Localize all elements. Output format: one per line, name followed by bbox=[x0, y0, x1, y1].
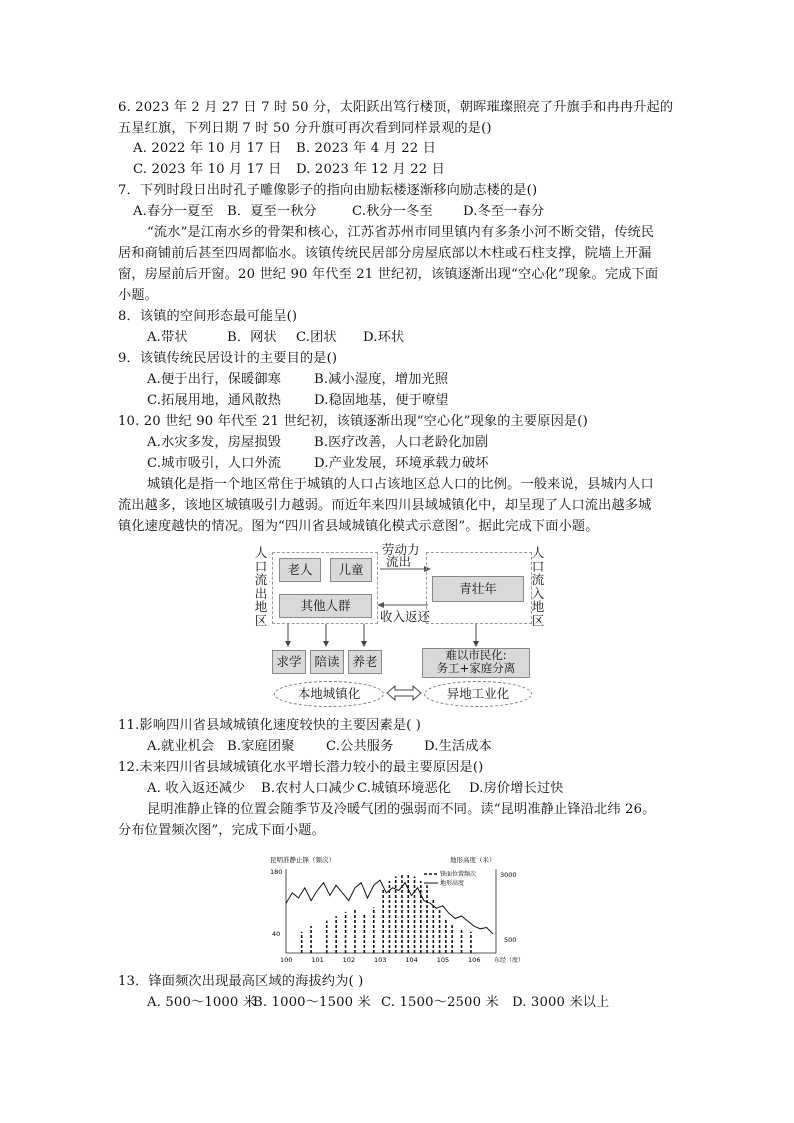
q8-stem: 8．该镇的空间形态最可能呈() bbox=[118, 309, 298, 324]
x-ticks bbox=[280, 956, 480, 964]
q6-stem-line2: 五星红旗，下列日期 7 时 50 分升旗可再次看到同样景观的是() bbox=[118, 121, 492, 136]
legend-freq-label: 锋面位置频次 bbox=[440, 871, 477, 878]
q13-option-a: A. 500～1000 米 bbox=[147, 995, 257, 1010]
q9-option-a: A.便于出行，保暖御寒 bbox=[147, 372, 282, 387]
local-urbanization-ellipse: 本地城镇化 bbox=[274, 681, 384, 707]
q9-stem: 9．该镇传统民居设计的主要目的是() bbox=[118, 351, 338, 366]
q13-option-d: D. 3000 米以上 bbox=[512, 995, 610, 1010]
right-region-label: 人口流入地区 bbox=[531, 545, 545, 628]
double-arrow bbox=[386, 685, 422, 701]
q10-stem: 10. 20 世纪 90 年代至 21 世纪初，该镇逐渐出现“空心化”现象的主要原因是() bbox=[118, 414, 588, 429]
q9-option-b: B.减小湿度，增加光照 bbox=[314, 372, 449, 387]
chart-title-left: 昆明准静止锋（频次） bbox=[270, 856, 335, 864]
x-tick-105: 105 bbox=[436, 956, 450, 964]
q9-option-c: C.拓展用地，通风散热 bbox=[147, 393, 282, 408]
passage2-line3: 镇化速度越快的情况。图为“四川省县域城镇化模式示意图”。据此完成下面小题。 bbox=[118, 519, 599, 534]
youth-box: 青壮年 bbox=[432, 576, 524, 602]
q6-option-d: D. 2023 年 12 月 22 日 bbox=[296, 162, 445, 177]
x-tick-101: 101 bbox=[311, 956, 324, 964]
q10-option-a: A.水灾多发，房屋损毁 bbox=[147, 435, 282, 450]
q6-option-a: A. 2022 年 10 月 17 日 bbox=[133, 141, 282, 156]
passage1-line4: 小题。 bbox=[118, 288, 159, 303]
q11-stem: 11.影响四川省县域城镇化速度较快的主要因素是( ) bbox=[118, 718, 422, 733]
chart-title-right: 地形高度（米） bbox=[450, 856, 496, 864]
citizen-line2: 务工+家庭分离 bbox=[436, 661, 516, 675]
labor-label-1: 劳动力 bbox=[382, 542, 420, 557]
passage3-line1: 昆明准静止锋的位置会随季节及冷暖气团的强弱而不同。读“昆明准静止锋沿北纬 26。 bbox=[147, 802, 656, 817]
y-left-tick-180: 180 bbox=[270, 868, 283, 876]
passage1-line1: “流水”是江南水乡的骨架和核心，江苏省苏州市同里镇内有多条小河不断交错，传统民 bbox=[147, 225, 655, 240]
legend-terrain-label: 地形高度 bbox=[440, 880, 465, 887]
passage1-line2: 居和商铺前后甚至四周都临水。该镇传统民居部分房屋底部以木柱或石柱支撑，院墙上开漏 bbox=[118, 246, 652, 261]
x-tick-104: 104 bbox=[405, 956, 418, 964]
q13-option-c: C. 1500～2500 米 bbox=[381, 995, 499, 1010]
urbanization-diagram bbox=[252, 540, 548, 710]
q10-option-b: B.医疗改善，人口老龄化加剧 bbox=[314, 435, 489, 450]
x-unit-label: 东经（度） bbox=[494, 957, 525, 964]
q7-option-a: A.春分一夏至 bbox=[133, 204, 214, 219]
q12-option-a: A. 收入返还减少 bbox=[147, 781, 246, 796]
others-box: 其他人群 bbox=[279, 594, 372, 618]
child-box: 儿童 bbox=[330, 558, 372, 582]
study-box: 求学 bbox=[272, 650, 306, 674]
q12-option-d: D.房价增长过快 bbox=[469, 781, 564, 796]
labor-label-2: 流出 bbox=[386, 554, 412, 569]
front-frequency-chart bbox=[268, 855, 530, 967]
q7-option-c: C.秋分一冬至 bbox=[352, 204, 433, 219]
y-left-tick-40: 40 bbox=[272, 930, 281, 938]
q10-option-c: C.城市吸引，人口外流 bbox=[147, 456, 282, 471]
q13-option-b: B. 1000～1500 米 bbox=[253, 995, 371, 1010]
x-tick-103: 103 bbox=[374, 956, 387, 964]
left-region-label: 人口流出地区 bbox=[254, 545, 268, 628]
q8-option-a: A.带状 bbox=[147, 330, 188, 345]
citizen-line1: 难以市民化: bbox=[445, 648, 507, 662]
q12-stem: 12.未来四川省县域城镇化水平增长潜力较小的最主要原因是() bbox=[118, 760, 484, 775]
q8-option-b: B．网状 bbox=[227, 330, 277, 345]
q10-option-d: D.产业发展，环境承载力破坏 bbox=[314, 456, 489, 471]
q13-stem: 13．锋面频次出现最高区域的海拔约为( ) bbox=[118, 974, 364, 989]
elder-box: 老人 bbox=[279, 558, 321, 582]
q11-option-b: B.家庭团聚 bbox=[227, 739, 295, 754]
remote-industrialization-ellipse: 异地工业化 bbox=[424, 681, 532, 707]
x-tick-100: 100 bbox=[280, 956, 293, 964]
q9-option-d: D.稳固地基，便于嘹望 bbox=[314, 393, 449, 408]
q6-stem-line1: 6. 2023 年 2 月 27 日 7 时 50 分，太阳跃出笃行楼顶，朝晖璀璨照亮了升旗手和冉冉升起的 bbox=[118, 100, 674, 115]
retire-box: 养老 bbox=[348, 650, 382, 674]
accompany-box: 陪读 bbox=[310, 650, 344, 674]
q8-option-c: C.团状 bbox=[296, 330, 337, 345]
y-right-tick-3000: 3000 bbox=[500, 871, 517, 879]
passage2-line1: 城镇化是指一个地区常住于城镇的人口占该地区总人口的比例。一般来说，县城内人口 bbox=[147, 477, 654, 492]
q8-option-d: D.环状 bbox=[363, 330, 405, 345]
q11-option-c: C.公共服务 bbox=[326, 739, 394, 754]
x-tick-106: 106 bbox=[468, 956, 481, 964]
q11-option-d: D.生活成本 bbox=[424, 739, 492, 754]
passage1-line3: 窗，房屋前后开窗。20 世纪 90 年代至 21 世纪初，该镇逐渐出现“空心化”现象。完成下面 bbox=[118, 267, 659, 282]
q7-option-b: B．夏至一秋分 bbox=[227, 204, 317, 219]
passage3-line2: 分布位置频次图”，完成下面小题。 bbox=[118, 823, 325, 838]
x-tick-102: 102 bbox=[342, 956, 356, 964]
q6-option-c: C. 2023 年 10 月 17 日 bbox=[133, 162, 282, 177]
citizen-box bbox=[422, 648, 530, 678]
y-right-tick-500: 500 bbox=[504, 936, 517, 944]
q12-option-c: C.城镇环境恶化 bbox=[357, 781, 452, 796]
q6-option-b: B. 2023 年 4 月 22 日 bbox=[296, 141, 437, 156]
income-label: 收入返还 bbox=[380, 609, 431, 624]
q7-option-d: D.冬至一春分 bbox=[463, 204, 545, 219]
q11-option-a: A.就业机会 bbox=[147, 739, 215, 754]
passage2-line2: 流出越多，该地区城镇吸引力越弱。而近年来四川县域城镇化中，却呈现了人口流出越多城 bbox=[118, 498, 652, 513]
q12-option-b: B.农村人口减少 bbox=[261, 781, 356, 796]
q7-stem: 7．下列时段日出时孔子雕像影子的指向由励耘楼逐渐移向励志楼的是() bbox=[118, 183, 538, 198]
